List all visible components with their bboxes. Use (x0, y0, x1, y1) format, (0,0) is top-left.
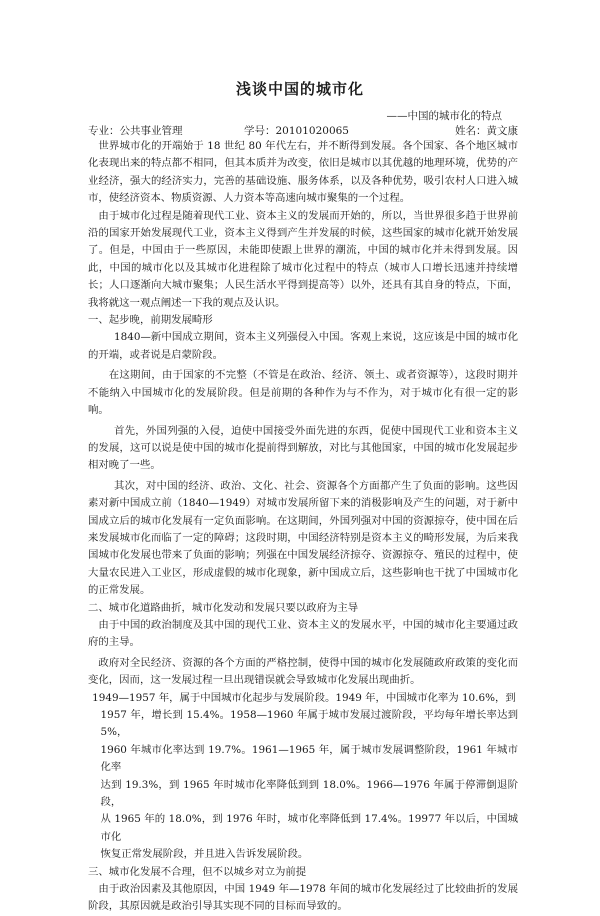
page-title: 浅谈中国的城市化 (235, 80, 364, 98)
section2-paragraph-2: 政府对全民经济、资源的各个方面的严格控制，使得中国的城市化发展随政府政策的变化而变化，因而，这一发展过程一旦出现错误就会导致城市化发展出现曲折。 (88, 656, 518, 687)
stats-line-4: 达到 19.3%，到 1965 年时城市化率降低到到 18.0%。1966—1976 年属于停滞倒退阶段， (100, 778, 518, 809)
section-heading-2: 二、城市化道路曲折，城市化发动和发展只要以政府为主导 (88, 601, 359, 614)
stats-line-3: 1960 年城市化率达到 19.7%。1961—1965 年，属于城市发展调整阶段，1961 年城市化率 (100, 743, 518, 774)
page-subtitle: ——中国的城市化的特点 (386, 110, 502, 122)
section3-paragraph-1: 由于政治因素及其他原因，中国 1949 年—1978 年间的城市化发展经过了比较曲折的发展阶段，其原因就是政治引导其实现不同的目标而导致的。 (88, 883, 518, 913)
section1-paragraph-3: 首先，外国列强的入侵，迫使中国接受外面先进的东西，促使中国现代工业和资本主义的发展，这可以说是使中国的城市化提前得到解放，对比与其他国家，中国的城市化发展起步相对晚了一些。 (88, 424, 518, 472)
document-body (88, 138, 518, 916)
intro-paragraph-2: 由于城市化过程是随着现代工业、资本主义的发展而开始的，所以，当世界很多趋于世界前沿的国家开始发展现代工业，资本主义得到产生并发展的时候，这些国家的城市化就开始发展了。但是，中国由于一些原因，未能即使跟上世界的潮流，中国的城市化并未得到发展。因此，中国的城市化以及其城市化进程除了城市化过程中的特点（城市人口增长迅速并持续增长；人口逐渐向大城市聚集；人民生活水平得到提高等）以外，还具有其自身的特点，下面，我将就这一观点阐述一下我的观点及认识。 (88, 209, 518, 309)
intro-paragraph-1: 世界城市化的开端始于 18 世纪 80 年代左右，并不断得到发展。各个国家、各个地区城市化表现出来的特点都不相同，但其本质并为改变，依旧是城市以其优越的地理环境，优势的产业经济，强大的经济实力，完善的基础设施、服务体系，以及各种优势，吸引农村人口进入城市，使经济资本、物质资源、人力资本等高速向城市聚集的一个过程。 (88, 140, 518, 205)
section1-paragraph-4: 其次，对中国的经济、政治、文化、社会、资源各个方面都产生了负面的影响。这些因素对新中国成立前（1840—1949）对城市发展所留下来的消极影响及产生的问题，对于新中国成立后的城市化发展有一定负面影响。在这期间，外国列强对中国的资源掠夺，使中国在后来发展城市化而临了一定的障碍；这段时期，中国经济特别是资本主义的畸形发展，为后来我国城市化发展也带来了负面的影响；列强在中国发展经济掠夺、资源掠夺、殖民的过程中，使大量农民进入工业区，形成虚假的城市化现象，新中国成立后，这些影响也干扰了中国城市化的正常发展。 (88, 479, 518, 597)
section-heading-1: 一、起步晚，前期发展畸形 (88, 314, 213, 327)
name-field: 姓名：黄文康 (455, 125, 518, 137)
stats-line-1: 1949—1957 年，属于中国城市化起步与发展阶段。1949 年，中国城市化率为 10.6%，到 (92, 691, 516, 704)
statistics-block (88, 690, 518, 864)
section1-paragraph-2: 在这期间，由于国家的不完整（不管是在政治、经济、领土、或者资源等），这段时期并不能纳入中国城市化的发展阶段。但是前期的各种作为与不作为，对于城市化有很一定的影响。 (88, 369, 518, 417)
section2-paragraph-1: 由于中国的政治制度及其中国的现代工业、资本主义的发展水平，中国的城市化主要通过政府的主导。 (88, 618, 518, 649)
section1-paragraph-1: 1840—新中国成立期间，资本主义列强侵入中国。客观上来说，这应该是中国的城市化的开端，或者说是启蒙阶段。 (88, 331, 518, 361)
stats-line-6: 恢复正常发展阶段，并且进入告诉发展阶段。 (100, 848, 309, 861)
major-field: 专业：公共事业管理 (88, 125, 183, 137)
stats-line-5: 从 1965 年的 18.0%，到 1976 年时，城市化率降低到 17.4%。19977 年以后，中国城市化 (100, 813, 518, 843)
student-id-field: 学号：20101020065 (244, 125, 349, 137)
stats-line-2: 1957 年，增长到 15.4%。1958—1960 年属于城市发展过渡阶段，平均每年增长率达到 5%， (100, 709, 518, 739)
section-heading-3: 三、城市化发展不合理，但不以城乡对立为前提 (88, 865, 307, 878)
